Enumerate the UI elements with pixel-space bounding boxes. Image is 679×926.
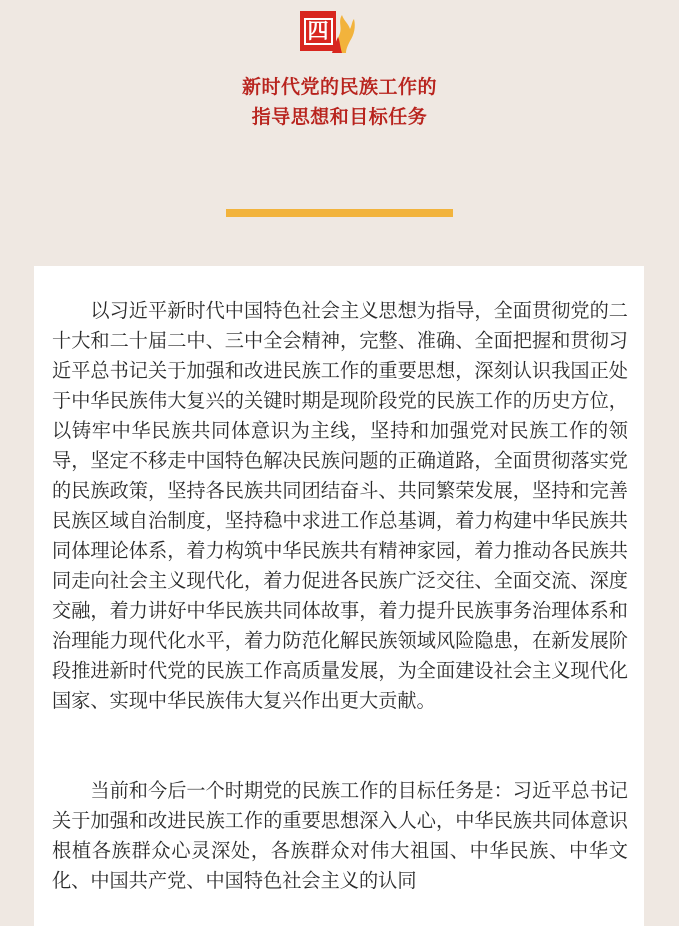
section-badge [300,11,356,53]
page-title-line-2: 指导思想和目标任务 [251,106,428,128]
section-number: 四 [304,18,333,45]
paragraph-guiding-ideology: 以习近平新时代中国特色社会主义思想为指导，全面贯彻党的二十大和二十届二中、三中全会精神，完整、准确、全面把握和贯彻习近平总书记关于加强和改进民族工作的重要思想，深刻认识我国正处于中华民族伟大复兴的关键时期是现阶段党的民族工作的历史方位，以铸牢中华民族共同体意识为主线，坚持和加强党对民族工作的领导，坚定不移走中国特色解决民族问题的正确道路，全面贯彻落实党的民族政策，坚持各民族共同团结奋斗、共同繁荣发展，坚持和完善民族区域自治制度，坚持稳中求进工作总基调，着力构建中华民族共同体理论体系，着力构筑中华民族共有精神家园，着力推动各民族共同走向社会主义现代化，着力促进各民族广泛交往、全面交流、深度交融，着力讲好中华民族共同体故事，着力提升民族事务治理体系和治理能力现代化水平，着力防范化解民族领域风险隐患，在新发展阶段推进新时代党的民族工作高质量发展，为全面建设社会主义现代化国家、实现中华民族伟大复兴作出更大贡献。 [52,299,628,712]
content-card [34,266,644,926]
page-title-line-1: 新时代党的民族工作的 [241,76,437,98]
section-number-box [300,11,336,51]
flame-icon [332,11,356,53]
title-divider [226,209,453,217]
paragraph-target-tasks: 当前和今后一个时期党的民族工作的目标任务是：习近平总书记关于加强和改进民族工作的重要思想深入人心，中华民族共同体意识根植各族群众心灵深处，各族群众对伟大祖国、中华民族、中华文化、中国共产党、中国特色社会主义的认同 [52,779,628,892]
